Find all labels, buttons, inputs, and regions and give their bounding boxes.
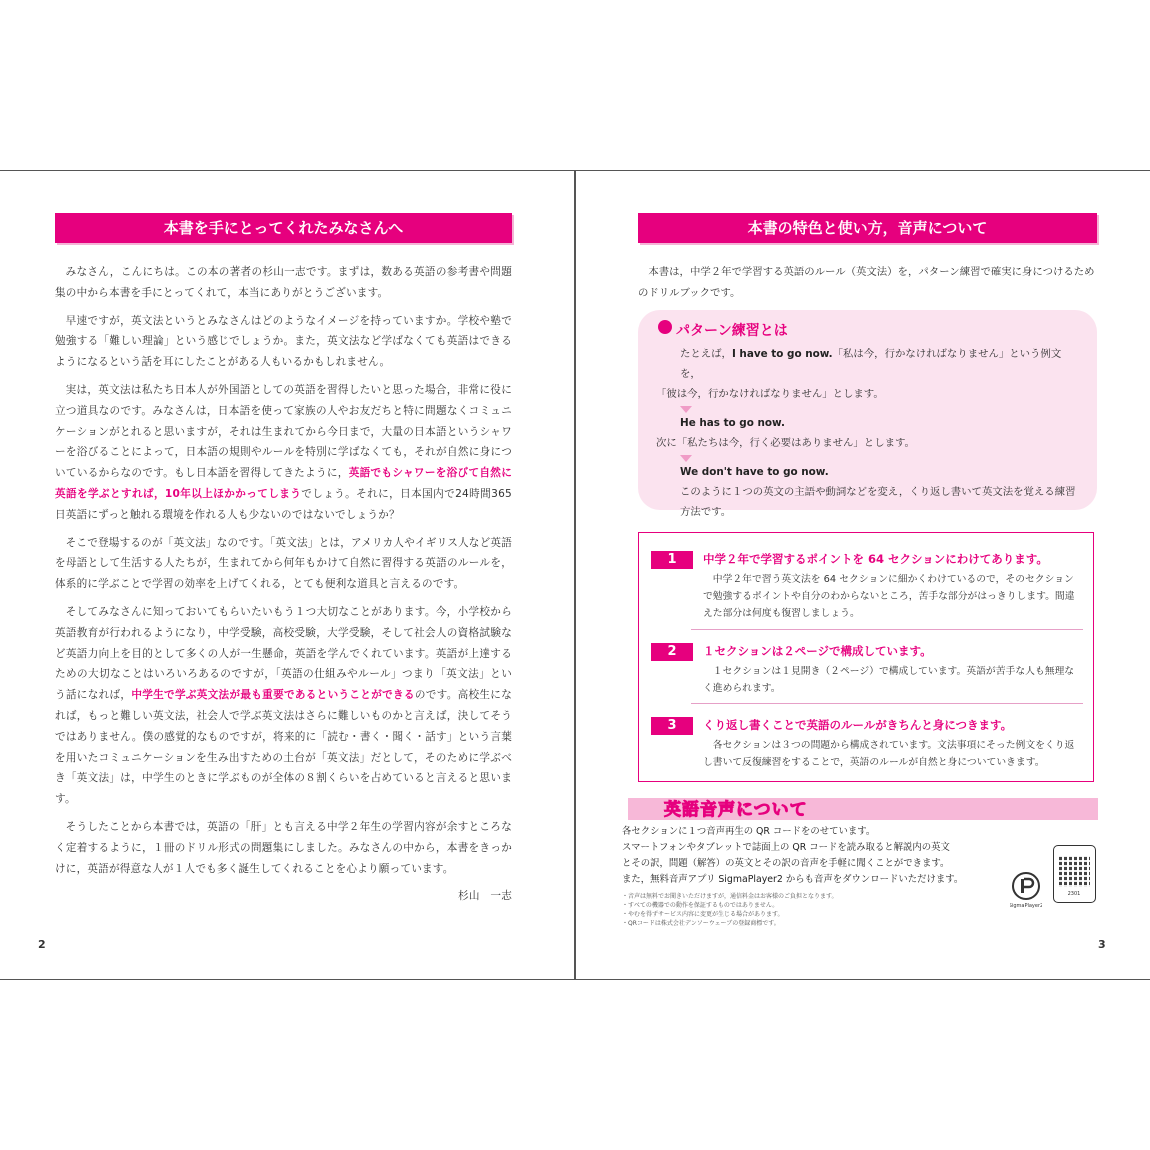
point-heading: くり返し書くことで英語のルールがきちんと身につきます。 <box>703 718 1013 732</box>
page-number: 2 <box>38 938 46 951</box>
audio-line: また，無料音声アプリ SigmaPlayer2 からも音声をダウンロードいただけます。 <box>622 874 964 885</box>
left-page-title: 本書を手にとってくれたみなさんへ <box>55 213 512 243</box>
paragraph <box>55 380 512 526</box>
audio-heading: 英語音声について <box>664 800 808 820</box>
highlight-text: 英語でもシャワーを浴びて自然に英語を学ぶとすれば，10年以上ほかかってしまう <box>55 467 512 500</box>
author-signature: 杉山 一志 <box>458 890 512 903</box>
down-arrow-icon <box>680 406 692 413</box>
audio-line: スマートフォンやタブレットで誌面上の QR コードを読み取ると解説内の英文 <box>622 842 950 853</box>
pattern-line: 「彼は今，行かなければなりません」とします。 <box>656 388 884 400</box>
pattern-badge-icon <box>658 320 672 334</box>
paragraph: そこで登場するのが「英文法」なのです。「英文法」とは，アメリカ人やイギリス人など英語を母語として生活する人たちが，生まれてから何年もかけて自然に習得する英語のルールを，体系的に学ぶことで学習の効率を上げてくれる，とても便利な道具と言えるのです。 <box>55 536 512 591</box>
qr-pattern-overlay <box>1059 856 1090 887</box>
qr-caption: 2301 <box>1067 891 1081 897</box>
note-line: ・QRコードは株式会社デンソーウェーブの登録商標です。 <box>622 920 780 927</box>
text-run: でしょう。それに，日本国内で24時間365日英語にずっと触れる環境を作れる人も少ないのではないでしょうか？ <box>55 487 512 521</box>
point-heading: １セクションは２ページで構成しています。 <box>703 644 932 658</box>
audio-heading-band <box>628 798 1098 820</box>
divider <box>691 703 1083 704</box>
paragraph: 早速ですが，英文法というとみなさんはどのようなイメージを持っていますか。学校や塾で勉強する「難しい理論」という感じでしょうか。また，英文法など学ばなくても英語はできるようになるという話を耳にしたことがある人もいるかもしれません。 <box>55 314 512 369</box>
text-run: たとえば， <box>680 348 732 360</box>
point-description <box>703 663 1083 697</box>
point-description <box>703 737 1083 771</box>
down-arrow-icon <box>680 455 692 462</box>
app-label: SigmaPlayer2 <box>1010 903 1042 909</box>
paragraph: みなさん，こんにちは。この本の著者の杉山一志です。まずは，数ある英語の参考書や問題集の中から本書を手にとってくれて，本当にありがとうございます。 <box>55 266 512 299</box>
text-run: 実は，英文法は私たち日本人が外国語としての英語を習得したいと思った場合，非常に役に立つ道具なのです。みなさんは，日本語を使って家族の人やお友だちと特に問題なくコミュニケーションがとれると思いますが，それは生まれてから今日まで，大量の日本語というシャワーを浴びることによって，日本語の規則やルールを特別に学ばなくても，それが自然に身についているからなのです。もし日本語を習得してきたように， <box>55 383 512 480</box>
text-run: 「私は今，行かなければなりません」という例文を， <box>680 348 1062 380</box>
english-example: He has to go now. <box>680 417 785 429</box>
intro-paragraph: 本書は，中学２年で学習する英語のルール（英文法）を，パターン練習で確実に身につけるためのドリルブックです。 <box>638 266 1095 299</box>
point-description-text: 各セクションは３つの問題から構成されています。文法事項にそった例文をくり返し書いて反復練習をすることで，英語のルールが自然と身についていきます。 <box>703 740 1075 768</box>
paragraph <box>55 602 512 810</box>
pattern-heading <box>658 320 788 340</box>
english-example: I have to go now. <box>731 348 833 360</box>
highlight-text: 中学生で学ぶ英文法が最も重要であるということができる <box>131 689 415 702</box>
right-page-title: 本書の特色と使い方，音声について <box>638 213 1097 243</box>
pattern-line: このように１つの英文の主語や動詞などを変え，くり返し書いて英文法を覚える練習方法です。 <box>680 486 1076 518</box>
sigmaplayer-app-icon <box>1010 870 1042 910</box>
point-number: 1 <box>651 551 693 569</box>
audio-notes <box>622 892 902 928</box>
intro-text <box>638 262 1097 304</box>
feature-points-box <box>638 532 1094 782</box>
right-page <box>576 170 1150 980</box>
text-run: そしてみなさんに知っておいてもらいたいもう１つ大切なことがあります。今，小学校から英語教育が行われるようになり，中学受験，高校受験，大学受験，そして社会人の資格試験など英語力向上を目的として多くの人が一生懸命，英語を学んでくれています。英語が上達するための大切なことはいろいろあるのですが，「英語の仕組みやルール」つまり「英文法」という話になれば， <box>55 605 512 702</box>
note-line: ・やむを得ずサービス内容に変更が生じる場合があります。 <box>622 911 784 918</box>
pattern-heading-text: パターン練習とは <box>676 323 788 339</box>
point-heading: 中学２年で学習するポイントを 64 セクションにわけてあります。 <box>703 552 1048 566</box>
pattern-practice-box <box>638 310 1097 518</box>
audio-line: 各セクションに１つ音声再生の QR コードをのせています。 <box>622 826 876 837</box>
point-description <box>703 571 1083 622</box>
page-number: 3 <box>1098 938 1106 951</box>
pattern-line: 次に「私たちは今，行く必要はありません」とします。 <box>656 437 915 449</box>
left-page <box>0 170 574 980</box>
text-run: のです。高校生になれば，もっと難しい英文法，社会人で学ぶ英文法はさらに難しいものかと言えば，決してそうではありません。僕の感覚的なものですが，将来的に「読む・書く・聞く・話す」という言葉を用いたコミュニケーションを生み出すための土台が「英文法」だとして，そのために学ぶべき「英文法」は，中学生のときに学ぶものが全体の８割くらいを占めていると言えると思います。 <box>55 689 513 806</box>
audio-description <box>622 824 1012 888</box>
pattern-line <box>656 344 1081 384</box>
point-number: 3 <box>651 717 693 735</box>
pattern-body <box>656 344 1081 522</box>
paragraph: そうしたことから本書では，英語の「肝」とも言える中学２年生の学習内容が余すところなく定着するように，１冊のドリル形式の問題集にしました。みなさんの中から，本書をきっかけに，英語が得意な人が１人でも多く誕生してくれることを心より願っています。 <box>55 820 512 875</box>
audio-line: とその訳，問題（解答）の英文とその訳の音声を手軽に聞くことができます。 <box>622 858 950 869</box>
divider <box>691 629 1083 630</box>
left-page-body <box>55 262 512 907</box>
point-description-text: １セクションは１見開き（２ページ）で構成しています。英語が苦手な人も無理なく進められます。 <box>703 666 1075 694</box>
point-description-text: 中学２年で習う英文法を 64 セクションに細かくわけているので，そのセクションで勉強するポイントや自分のわからないところ，苦手な部分がはっきりします。間違えた部分は何度も復習しましょう。 <box>703 574 1075 619</box>
note-line: ・すべての機器での動作を保証するものではありません。 <box>622 902 779 909</box>
english-example: We don't have to go now. <box>680 466 829 478</box>
point-number: 2 <box>651 643 693 661</box>
qr-code-icon[interactable] <box>1053 845 1096 903</box>
note-line: ・音声は無料でお聞きいただけますが，通信料金はお客様のご負担となります。 <box>622 893 838 900</box>
